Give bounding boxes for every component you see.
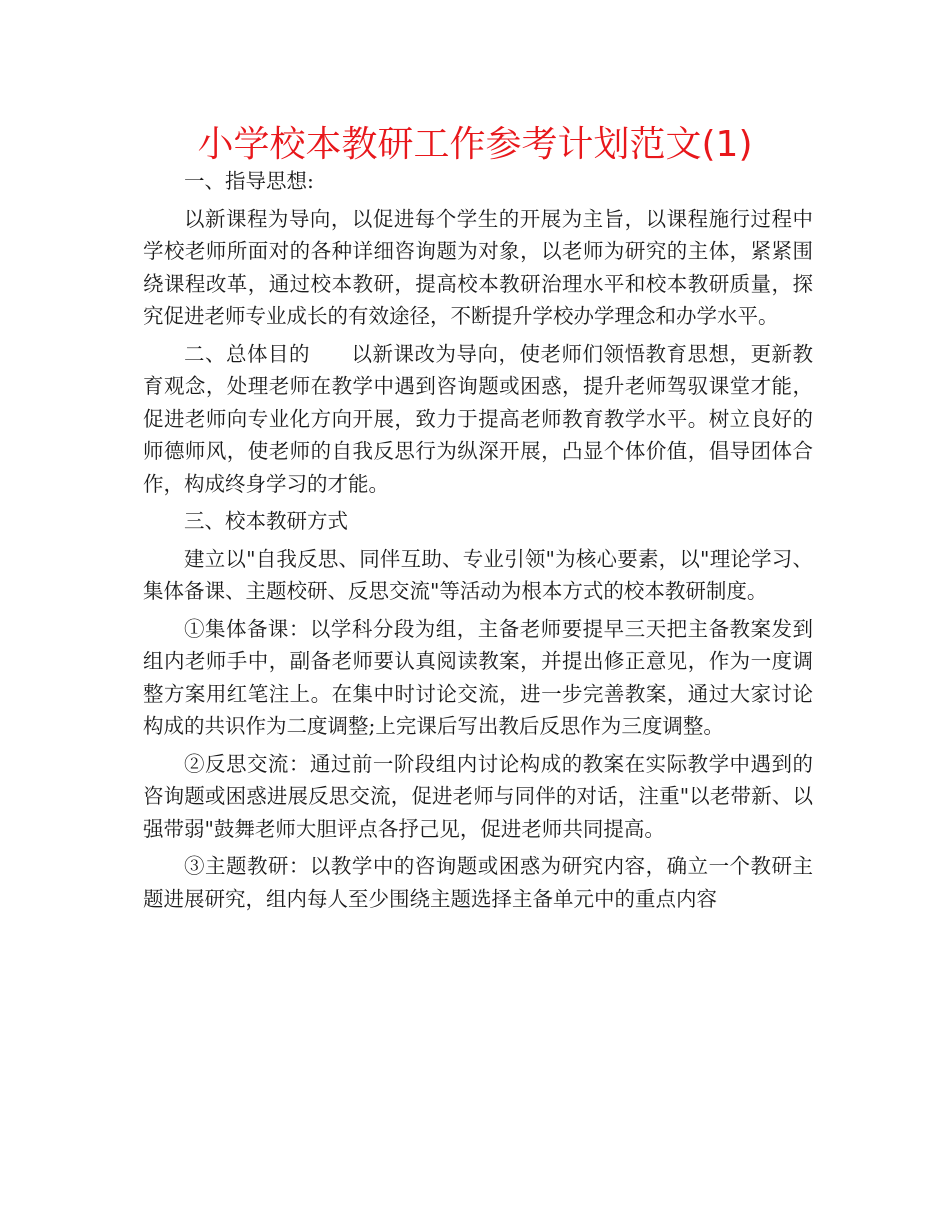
document-title: 小学校本教研工作参考计划范文(1) (197, 124, 753, 165)
paragraph: 以新课程为导向，以促进每个学生的开展为主旨，以课程施行过程中学校老师所面对的各种详细咨询题为对象，以老师为研究的主体，紧紧围绕课程改革，通过校本教研，提高校本教研治理水平和校本教研质量，探究促进老师专业成长的有效途径，不断提升学校办学理念和办学水平。 (143, 206, 813, 328)
section-2-paragraph (143, 338, 813, 501)
section-2-text: 以新课改为导向，使老师们领悟教育思想，更新教育观念，处理老师在教学中遇到咨询题或困惑，提升老师驾驭课堂才能，促进老师向专业化方向开展，致力于提高老师教育教学水平。树立良好的师德师风，使老师的自我反思行为纵深开展，凸显个体价值，倡导团体合作，构成终身学习的才能。 (143, 341, 813, 496)
section-heading-3: 三、校本教研方式 (184, 509, 348, 533)
paragraph: ③主题教研：以教学中的咨询题或困惑为研究内容，确立一个教研主题进展研究，组内每人至少围绕主题选择主备单元中的重点内容 (143, 854, 813, 911)
paragraph: ②反思交流：通过前一阶段组内讨论构成的教案在实际教学中遇到的咨询题或困惑进展反思交流，促进老师与同伴的对话，注重"以老带新、以强带弱"鼓舞老师大胆评点各抒己见，促进老师共同提高。 (143, 751, 813, 841)
section-heading-2: 二、总体目的 (184, 341, 310, 366)
document-body (143, 165, 813, 920)
paragraph: ①集体备课：以学科分段为组，主备老师要提早三天把主备教案发到组内老师手中，副备老师要认真阅读教案，并提出修正意见，作为一度调整方案用红笔注上。在集中时讨论交流，进一步完善教案，通过大家讨论构成的共识作为二度调整;上完课后写出教后反思作为三度调整。 (143, 616, 813, 738)
section-heading-1: 一、指导思想: (184, 169, 314, 193)
paragraph: 建立以"自我反思、同伴互助、专业引领"为核心要素，以"理论学习、集体备课、主题校研、反思交流"等活动为根本方式的校本教研制度。 (143, 546, 813, 603)
